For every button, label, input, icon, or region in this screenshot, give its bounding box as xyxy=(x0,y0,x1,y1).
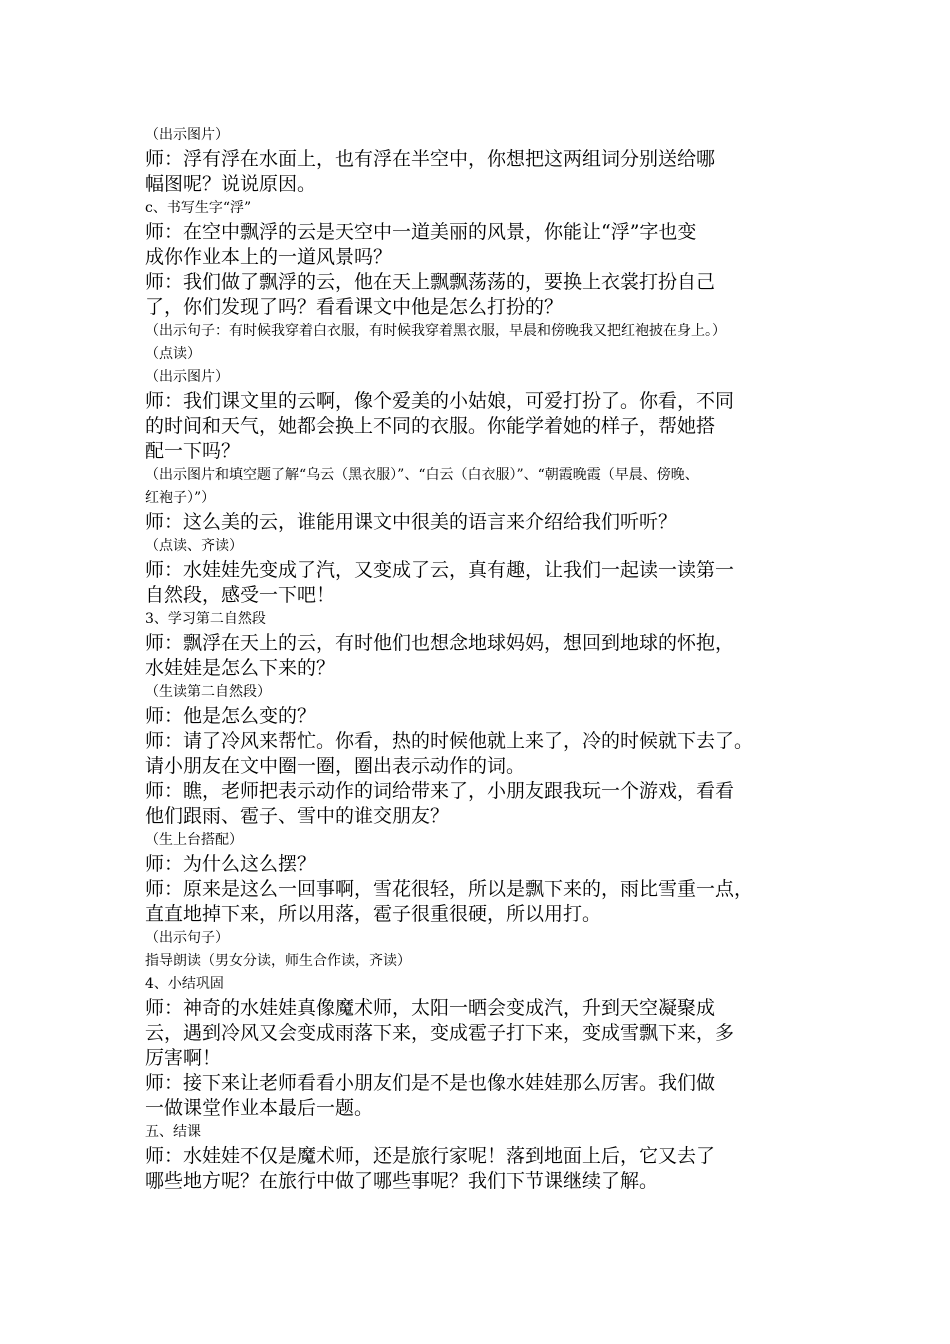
note-line: c、书写生字“浮” xyxy=(145,200,252,216)
dialogue-line: 师：为什么这么摆？ xyxy=(145,853,317,875)
dialogue-line: 一做课堂作业本最后一题。 xyxy=(145,1097,374,1119)
dialogue-line: 幅图呢？说说原因。 xyxy=(145,173,317,195)
note-line: （生上台搭配） xyxy=(145,832,243,848)
dialogue-line: 自然段，感受一下吧！ xyxy=(145,584,336,606)
dialogue-line: 师：原来是这么一回事啊，雪花很轻，所以是飘下来的，雨比雪重一点， xyxy=(145,878,754,900)
note-line: （点读） xyxy=(145,346,201,362)
dialogue-line: 厉害啊！ xyxy=(145,1047,222,1069)
document-body xyxy=(145,124,825,1194)
note-line: （出示图片） xyxy=(145,369,229,385)
dialogue-line: 师：接下来让老师看看小朋友们是不是也像水娃娃那么厉害。我们做 xyxy=(145,1072,716,1094)
dialogue-line: 请小朋友在文中圈一圈，圈出表示动作的词。 xyxy=(145,755,526,777)
dialogue-line: 师：在空中飘浮的云是天空中一道美丽的风景，你能让“浮”字也变 xyxy=(145,221,697,243)
note-line: （出示句子：有时候我穿着白衣服，有时候我穿着黑衣服，早晨和傍晚我又把红袍披在身上。） xyxy=(145,323,726,339)
dialogue-line: 师：我们课文里的云啊，像个爱美的小姑娘，可爱打扮了。你看，不同 xyxy=(145,390,735,412)
dialogue-line: 师：请了冷风来帮忙。你看，热的时候他就上来了，冷的时候就下去了。 xyxy=(145,730,754,752)
note-line: 指导朗读（男女分读，师生合作读，齐读） xyxy=(145,953,411,969)
dialogue-line: 师：他是怎么变的？ xyxy=(145,705,317,727)
note-line: 4、小结巩固 xyxy=(145,976,224,992)
dialogue-line: 师：这么美的云，谁能用课文中很美的语言来介绍给我们听听？ xyxy=(145,511,678,533)
dialogue-line: 师：飘浮在天上的云，有时他们也想念地球妈妈，想回到地球的怀抱， xyxy=(145,632,735,654)
dialogue-line: 哪些地方呢？在旅行中做了哪些事呢？我们下节课继续了解。 xyxy=(145,1170,659,1192)
dialogue-line: 云，遇到冷风又会变成雨落下来，变成雹子打下来，变成雪飘下来，多 xyxy=(145,1022,735,1044)
note-line: 红袍子）”） xyxy=(145,490,216,506)
dialogue-line: 师：水娃娃先变成了汽，又变成了云，真有趣，让我们一起读一读第一 xyxy=(145,559,735,581)
note-line: （出示图片和填空题了解“乌云（黑衣服）”、“白云（白衣服）”、“朝霞晚霞（早晨、傍晚、 xyxy=(145,467,699,483)
dialogue-line: 师：水娃娃不仅是魔术师，还是旅行家呢！落到地面上后，它又去了 xyxy=(145,1145,716,1167)
note-line: （出示句子） xyxy=(145,930,229,946)
dialogue-line: 直直地掉下来，所以用落，雹子很重很硬，所以用打。 xyxy=(145,903,602,925)
note-line: 3、学习第二自然段 xyxy=(145,611,266,627)
note-line: （点读、齐读） xyxy=(145,538,243,554)
dialogue-line: 成你作业本上的一道风景吗？ xyxy=(145,246,393,268)
note-line: （生读第二自然段） xyxy=(145,684,271,700)
dialogue-line: 师：我们做了飘浮的云，他在天上飘飘荡荡的，要换上衣裳打扮自己 xyxy=(145,271,716,293)
note-line: 五、结课 xyxy=(145,1124,201,1140)
dialogue-line: 他们跟雨、雹子、雪中的谁交朋友？ xyxy=(145,805,450,827)
dialogue-line: 了，你们发现了吗？看看课文中他是怎么打扮的？ xyxy=(145,296,564,318)
dialogue-line: 师：神奇的水娃娃真像魔术师，太阳一晒会变成汽，升到天空凝聚成 xyxy=(145,997,716,1019)
dialogue-line: 的时间和天气，她都会换上不同的衣服。你能学着她的样子，帮她搭 xyxy=(145,415,716,437)
dialogue-line: 师：瞧，老师把表示动作的词给带来了，小朋友跟我玩一个游戏，看看 xyxy=(145,780,735,802)
dialogue-line: 水娃娃是怎么下来的？ xyxy=(145,657,336,679)
dialogue-line: 师：浮有浮在水面上，也有浮在半空中，你想把这两组词分别送给哪 xyxy=(145,148,716,170)
dialogue-line: 配一下吗？ xyxy=(145,440,241,462)
note-line: （出示图片） xyxy=(145,127,229,143)
